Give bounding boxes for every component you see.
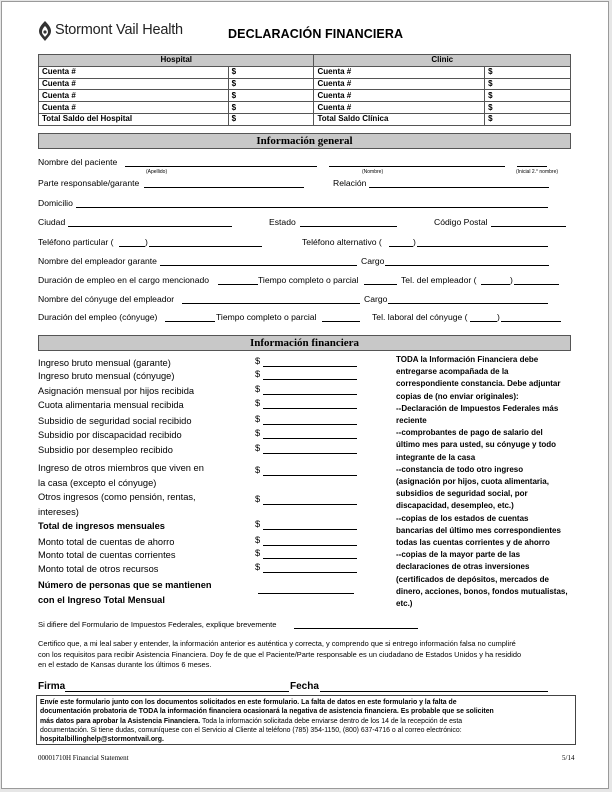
documentation-note-line: (asignación por hijos, cuota alimentaria,: [396, 477, 549, 487]
spouse-employer-label: Nombre del cónyuge del empleador: [38, 294, 175, 304]
position-field[interactable]: [385, 265, 549, 266]
employment-duration-label: Duración de empleo en el cargo mencionado: [38, 275, 210, 285]
clinic-account-field[interactable]: Cuenta #: [314, 66, 485, 78]
account-row: [39, 78, 571, 90]
financial-row-label-line: Monto total de cuentas corrientes: [38, 550, 176, 560]
dollar-sign: $: [255, 443, 261, 453]
date-label: Fecha: [290, 681, 319, 692]
financial-row-label-line: Total de ingresos mensuales: [38, 521, 165, 531]
account-row: [39, 90, 571, 102]
financial-row-label-line: Asignación mensual por hijos recibida: [38, 386, 195, 396]
spouse-duration-field[interactable]: [165, 321, 215, 322]
home-phone-area-field[interactable]: [119, 246, 145, 247]
certification-text: [38, 639, 573, 671]
financial-row-label: [38, 416, 192, 428]
responsible-party-label: Parte responsable/garante: [38, 178, 140, 188]
financial-amount-field[interactable]: [263, 558, 357, 559]
financial-row-label: [38, 445, 173, 457]
hospital-total-label: Total Saldo del Hospital: [39, 113, 229, 125]
middle-initial-field[interactable]: [517, 166, 547, 167]
support-email: hospitalbillinghelp@stormontvail.org.: [40, 736, 164, 744]
financial-row-label-line: intereses): [38, 506, 79, 517]
tax-diff-label: Si difiere del Formulario de Impuestos Federales, explique brevemente: [38, 620, 277, 629]
financial-row-label-line: Número de personas que se mantienen: [38, 580, 212, 590]
certification-line: en el estado de Kansas durante los últimos 6 meses.: [38, 660, 212, 669]
household-count-field[interactable]: [258, 593, 354, 594]
financial-row-label-line: Ingreso bruto mensual (cónyuge): [38, 371, 175, 381]
financial-amount-field[interactable]: [263, 529, 357, 530]
financial-row-label: [38, 386, 194, 398]
dollar-sign: $: [255, 414, 261, 424]
financial-amount-field[interactable]: [263, 572, 357, 573]
instructions-line: más datos para aprobar la Asistencia Financiera.: [40, 717, 201, 725]
dollar-sign: $: [255, 384, 261, 394]
hospital-amount-field[interactable]: $: [228, 66, 314, 78]
paren-close: ): [510, 275, 513, 285]
account-total-row: [39, 113, 571, 125]
financial-row-label: [38, 371, 174, 383]
dollar-sign: $: [255, 535, 261, 545]
hospital-amount-field[interactable]: $: [228, 90, 314, 102]
clinic-account-field[interactable]: Cuenta #: [314, 90, 485, 102]
first-name-field[interactable]: [329, 166, 505, 167]
city-label: Ciudad: [38, 217, 66, 227]
relationship-label: Relación: [333, 178, 367, 188]
home-phone-field[interactable]: [149, 246, 262, 247]
employer-phone-area-field[interactable]: [481, 284, 510, 285]
zip-field[interactable]: [491, 226, 566, 227]
paren-close: ): [413, 237, 416, 247]
alt-phone-field[interactable]: [417, 246, 548, 247]
account-row: [39, 102, 571, 114]
financial-row-label: [38, 521, 165, 533]
instructions-line: Envíe este formulario junto con los documentos solicitados en este formulario. La falta de datos en este formulario y la falta de: [40, 699, 457, 706]
clinic-amount-field[interactable]: $: [485, 78, 571, 90]
logo: [38, 19, 208, 45]
documentation-note-line: discapacidad, desempleo, etc.): [396, 501, 514, 511]
hospital-header: Hospital: [39, 55, 314, 67]
zip-label: Código Postal: [434, 217, 488, 227]
documentation-note-line: declaraciones de otras inversiones: [396, 562, 530, 572]
last-name-field[interactable]: [125, 166, 317, 167]
employment-duration-field[interactable]: [218, 284, 258, 285]
hospital-amount-field[interactable]: $: [228, 78, 314, 90]
documentation-note-line: subsidios de seguridad social, por: [396, 489, 528, 499]
responsible-party-field[interactable]: [144, 187, 304, 188]
section-financial-title: Información financiera: [38, 335, 571, 351]
documentation-note-line: TODA la Información Financiera debe: [396, 355, 539, 364]
city-field[interactable]: [68, 226, 232, 227]
full-part-time-field[interactable]: [364, 284, 397, 285]
instructions-line: Toda la información solicitada debe enviarse dentro de los 14 de la recepción de esta: [200, 717, 463, 725]
financial-amount-field[interactable]: [263, 379, 357, 380]
financial-row-label: [38, 358, 171, 370]
hospital-amount-field[interactable]: $: [228, 102, 314, 114]
clinic-amount-field[interactable]: $: [485, 90, 571, 102]
signature-label: Firma: [38, 681, 66, 692]
documentation-note-line: bancarias del último mes correspondientes: [396, 525, 561, 535]
financial-row-label: [38, 463, 204, 489]
documentation-note-line: etc.): [396, 599, 413, 609]
instructions-box: [36, 695, 576, 745]
financial-row-label-line: Ingreso de otros miembros que viven en: [38, 463, 204, 473]
documentation-note-line: reciente: [396, 416, 427, 426]
section-general-title: Información general: [38, 133, 571, 149]
accounts-table: [38, 54, 571, 126]
dollar-sign: $: [255, 465, 261, 475]
financial-amount-field[interactable]: [263, 408, 357, 409]
dollar-sign: $: [255, 548, 261, 558]
middle-initial-hint: (Inicial 2.° nombre): [516, 169, 559, 175]
position-label: Cargo: [361, 256, 385, 266]
date-field[interactable]: [320, 691, 548, 692]
paren-close: ): [497, 312, 500, 322]
financial-row-label: [38, 430, 182, 442]
hospital-account-field[interactable]: Cuenta #: [39, 90, 229, 102]
home-phone-label: Teléfono particular (: [38, 237, 114, 247]
instructions-line: documentación probatoria de TODA la información financiera ocasionará la negativa de asistencia financiera. Es probable que se soliciten: [40, 708, 494, 716]
dollar-sign: $: [255, 369, 261, 379]
clinic-amount-field[interactable]: $: [485, 66, 571, 78]
documentation-note-line: copias de (no enviar originales):: [396, 391, 519, 401]
hospital-total-field[interactable]: $: [228, 113, 314, 125]
documentation-note-line: dinero, acciones, bonos, fondos mutualistas,: [396, 586, 568, 596]
form-date: 5/14: [562, 754, 575, 762]
spouse-full-part-time-field[interactable]: [322, 321, 360, 322]
address-label: Domicilio: [38, 198, 73, 208]
clinic-amount-field[interactable]: $: [485, 102, 571, 114]
clinic-account-field[interactable]: Cuenta #: [314, 102, 485, 114]
financial-amount-field[interactable]: [263, 438, 357, 439]
full-part-time-label: Tiempo completo o parcial: [258, 275, 359, 285]
dollar-sign: $: [255, 562, 261, 572]
documentation-note: [396, 354, 576, 610]
documentation-note-line: --copias de los estados de cuentas: [396, 513, 529, 523]
financial-row-label: [38, 400, 184, 412]
form-page: [1, 1, 609, 789]
financial-row-label-line: Monto total de cuentas de ahorro: [38, 537, 175, 547]
certification-line: Certifico que, a mi leal saber y entender, la información anterior es auténtica y correcta, y comprendo que si entrego información falsa no cumpliré: [38, 639, 516, 648]
page-title: DECLARACIÓN FINANCIERA: [228, 27, 404, 41]
signature-field[interactable]: [65, 691, 289, 692]
account-row: [39, 66, 571, 78]
first-name-hint: (Nombre): [362, 169, 384, 175]
hospital-account-field[interactable]: Cuenta #: [39, 102, 229, 114]
financial-row-label: [38, 580, 212, 606]
dollar-sign: $: [255, 519, 261, 529]
spouse-duration-label: Duración del empleo (cónyuge): [38, 312, 158, 322]
tax-diff-field[interactable]: [294, 628, 418, 629]
clinic-header: Clinic: [314, 55, 571, 67]
spouse-work-phone-label: Tel. laboral del cónyuge (: [372, 312, 468, 322]
financial-row-label-line: Subsidio de seguridad social recibido: [38, 416, 192, 426]
spouse-employer-field[interactable]: [182, 303, 360, 304]
patient-name-label: Nombre del paciente: [38, 157, 118, 167]
spouse-work-phone-area-field[interactable]: [470, 321, 497, 322]
spouse-position-field[interactable]: [388, 303, 548, 304]
logo-icon: [38, 21, 52, 41]
documentation-note-line: integrante de la casa: [396, 452, 476, 462]
financial-row-label-line: Otros ingresos (como pensión, rentas,: [38, 492, 196, 502]
state-label: Estado: [269, 217, 296, 227]
guarantor-employer-label: Nombre del empleador garante: [38, 256, 157, 266]
financial-row-label-line: con el Ingreso Total Mensual: [38, 594, 165, 605]
address-field[interactable]: [76, 207, 548, 208]
dollar-sign: $: [255, 494, 261, 504]
spouse-work-phone-field[interactable]: [501, 321, 561, 322]
financial-row-label: [38, 550, 175, 562]
documentation-note-line: todas las cuentas corrientes y de ahorro: [396, 538, 550, 548]
financial-row-label: [38, 537, 174, 549]
documentation-note-line: entregarse acompañada de la: [396, 367, 509, 377]
alt-phone-label: Teléfono alternativo (: [302, 237, 382, 247]
logo-text: Stormont Vail Health: [55, 22, 183, 38]
dollar-sign: $: [255, 428, 261, 438]
financial-amount-field[interactable]: [263, 453, 357, 454]
employer-phone-field[interactable]: [514, 284, 559, 285]
employer-phone-label: Tel. del empleador (: [401, 275, 477, 285]
financial-amount-field[interactable]: [263, 504, 357, 505]
financial-row-label-line: Subsidio por discapacidad recibido: [38, 430, 182, 440]
financial-row-label-line: Monto total de otros recursos: [38, 564, 159, 574]
financial-row-label: [38, 492, 196, 518]
documentation-note-line: --copias de la mayor parte de las: [396, 550, 521, 560]
documentation-note-line: --Declaración de Impuestos Federales más: [396, 403, 559, 413]
clinic-total-label: Total Saldo Clínica: [314, 113, 485, 125]
documentation-note-line: (certificados de depósitos, mercados de: [396, 574, 549, 584]
financial-row-label-line: Cuota alimentaria mensual recibida: [38, 400, 184, 410]
financial-amount-field[interactable]: [263, 424, 357, 425]
hospital-account-field[interactable]: Cuenta #: [39, 78, 229, 90]
financial-row-label-line: Ingreso bruto mensual (garante): [38, 358, 171, 368]
form-id: 00001710H Financial Statement: [38, 754, 129, 762]
spouse-position-label: Cargo: [364, 294, 388, 304]
hospital-account-field[interactable]: Cuenta #: [39, 66, 229, 78]
relationship-field[interactable]: [369, 187, 549, 188]
clinic-account-field[interactable]: Cuenta #: [314, 78, 485, 90]
spouse-full-part-time-label: Tiempo completo o parcial: [216, 312, 317, 322]
financial-amount-field[interactable]: [263, 545, 357, 546]
financial-amount-field[interactable]: [263, 394, 357, 395]
dollar-sign: $: [255, 398, 261, 408]
paren-close: ): [145, 237, 148, 247]
certification-line: con los requisitos para recibir Asistencia Financiera. Doy fe de que el Paciente/Parte responsable es un ciudadano de Estados Unidos y ha residido: [38, 649, 522, 659]
financial-row-label: [38, 564, 158, 576]
documentation-note-line: correspondiente constancia. Debe adjuntar: [396, 379, 561, 389]
financial-amount-field[interactable]: [263, 366, 357, 367]
dollar-sign: $: [255, 356, 261, 366]
instructions-line: documentación. Si tiene dudas, comuníquese con el Servicio al Cliente al teléfono (785) 354-1150, (800) 637-4716 o al correo electrónico:: [40, 726, 462, 734]
financial-row-label-line: Subsidio por desempleo recibido: [38, 445, 173, 455]
alt-phone-area-field[interactable]: [389, 246, 413, 247]
financial-amount-field[interactable]: [263, 475, 357, 476]
last-name-hint: (Apellido): [146, 169, 168, 175]
documentation-note-line: último mes para usted, su cónyuge y todo: [396, 440, 557, 450]
financial-row-label-line: la casa (excepto el cónyuge): [38, 477, 157, 488]
guarantor-employer-field[interactable]: [160, 265, 357, 266]
clinic-total-field[interactable]: $: [485, 113, 571, 125]
state-field[interactable]: [300, 226, 397, 227]
documentation-note-line: --constancia de todo otro ingreso: [396, 464, 524, 474]
documentation-note-line: --comprobantes de pago de salario del: [396, 428, 543, 438]
